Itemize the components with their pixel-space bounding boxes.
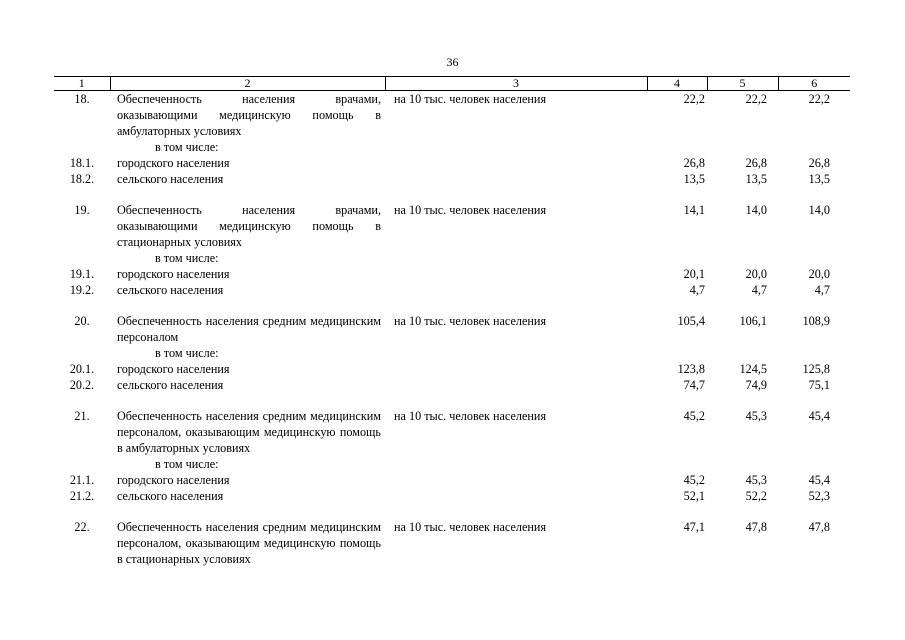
value-col-4: 123,8 — [677, 362, 705, 376]
table-body — [54, 91, 850, 568]
value-col-6: 13,5 — [808, 172, 830, 186]
unit-of-measure — [385, 456, 647, 472]
indicator-description: Обеспеченность населения средним медицинским персоналом — [117, 314, 381, 344]
unit-of-measure — [385, 345, 647, 361]
value-col-5: 45,3 — [745, 409, 767, 423]
value-col-4: 105,4 — [677, 314, 705, 328]
indicator-description: сельского населения — [117, 489, 224, 503]
unit-of-measure — [385, 250, 647, 266]
subheading-row — [54, 456, 850, 472]
row-number: 19. — [74, 203, 90, 217]
subheading-label: в том числе: — [155, 140, 219, 154]
spacer-cell — [54, 393, 850, 408]
unit-of-measure: на 10 тыс. человек населения — [394, 409, 547, 423]
value-col-5: 45,3 — [745, 473, 767, 487]
unit-of-measure — [385, 155, 647, 171]
table-row — [54, 282, 850, 298]
value-col-6: 125,8 — [802, 362, 830, 376]
indicator-description — [110, 250, 385, 266]
value-col-4: 20,1 — [683, 267, 705, 281]
value-col-4: 52,1 — [683, 489, 705, 503]
indicator-description: сельского населения — [117, 172, 224, 186]
row-number: 20.1. — [69, 362, 95, 376]
row-number — [54, 456, 110, 472]
spacer-row — [54, 187, 850, 202]
indicator-description: городского населения — [117, 267, 230, 281]
indicator-description: Обеспеченность населения средним медицинским персоналом, оказывающим медицинскую помощь в стационарных условиях — [117, 520, 381, 566]
value-col-5: 106,1 — [739, 314, 767, 328]
spacer-cell — [54, 298, 850, 313]
unit-of-measure: на 10 тыс. человек населения — [394, 92, 547, 106]
spacer-row — [54, 504, 850, 519]
row-number — [54, 345, 110, 361]
unit-of-measure — [385, 488, 647, 504]
header-col-3: 3 — [385, 77, 647, 91]
value-col-4: 45,2 — [683, 409, 705, 423]
subheading-row — [54, 250, 850, 266]
value-col-4 — [647, 345, 707, 361]
indicator-description: Обеспеченность населения врачами, оказывающими медицинскую помощь в амбулаторных условиях — [117, 92, 381, 138]
row-number: 20. — [74, 314, 90, 328]
value-col-5 — [707, 456, 778, 472]
unit-of-measure — [385, 139, 647, 155]
subheading-label: в том числе: — [155, 346, 219, 360]
subheading-row — [54, 345, 850, 361]
value-col-6: 45,4 — [808, 473, 830, 487]
value-col-5 — [707, 139, 778, 155]
value-col-4 — [647, 139, 707, 155]
value-col-5: 4,7 — [751, 283, 767, 297]
table-row — [54, 313, 850, 345]
value-col-6: 52,3 — [808, 489, 830, 503]
indicator-description: сельского населения — [117, 283, 224, 297]
value-col-5: 74,9 — [745, 378, 767, 392]
value-col-5: 52,2 — [745, 489, 767, 503]
unit-of-measure: на 10 тыс. человек населения — [394, 520, 547, 534]
value-col-5 — [707, 345, 778, 361]
value-col-6: 4,7 — [814, 283, 830, 297]
table-row — [54, 91, 850, 140]
unit-of-measure — [385, 282, 647, 298]
table-row — [54, 155, 850, 171]
row-number: 21.1. — [69, 473, 95, 487]
row-number: 19.2. — [69, 283, 95, 297]
indicator-description: Обеспеченность населения врачами, оказывающими медицинскую помощь в стационарных условиях — [117, 203, 381, 249]
indicator-description — [110, 456, 385, 472]
value-col-4: 74,7 — [683, 378, 705, 392]
header-col-6: 6 — [778, 77, 850, 91]
subheading-label: в том числе: — [155, 457, 219, 471]
value-col-6 — [778, 139, 850, 155]
value-col-6: 47,8 — [808, 520, 830, 534]
header-col-1: 1 — [54, 77, 110, 91]
value-col-6 — [778, 250, 850, 266]
indicator-description — [110, 345, 385, 361]
indicator-description: городского населения — [117, 473, 230, 487]
value-col-4: 22,2 — [683, 92, 705, 106]
indicator-description: городского населения — [117, 362, 230, 376]
row-number — [54, 139, 110, 155]
table-header-row — [54, 77, 850, 91]
value-col-4: 4,7 — [689, 283, 705, 297]
table-row — [54, 171, 850, 187]
indicator-description: Обеспеченность населения средним медицинским персоналом, оказывающим медицинскую помощь в амбулаторных условиях — [117, 409, 381, 455]
value-col-4 — [647, 250, 707, 266]
value-col-6: 108,9 — [802, 314, 830, 328]
value-col-4: 26,8 — [683, 156, 705, 170]
row-number: 19.1. — [69, 267, 95, 281]
row-number: 22. — [74, 520, 90, 534]
table-row — [54, 202, 850, 250]
header-col-2: 2 — [110, 77, 385, 91]
value-col-4: 45,2 — [683, 473, 705, 487]
table-row — [54, 519, 850, 567]
value-col-4: 14,1 — [683, 203, 705, 217]
unit-of-measure: на 10 тыс. человек населения — [394, 203, 547, 217]
unit-of-measure: на 10 тыс. человек населения — [394, 314, 547, 328]
indicator-description: сельского населения — [117, 378, 224, 392]
unit-of-measure — [385, 472, 647, 488]
value-col-6: 26,8 — [808, 156, 830, 170]
table-row — [54, 408, 850, 456]
value-col-4: 47,1 — [683, 520, 705, 534]
value-col-5: 47,8 — [745, 520, 767, 534]
row-number — [54, 250, 110, 266]
unit-of-measure — [385, 171, 647, 187]
value-col-6: 20,0 — [808, 267, 830, 281]
table-row — [54, 488, 850, 504]
indicator-description: городского населения — [117, 156, 230, 170]
unit-of-measure — [385, 377, 647, 393]
header-col-5: 5 — [707, 77, 778, 91]
indicator-description — [110, 139, 385, 155]
subheading-row — [54, 139, 850, 155]
unit-of-measure — [385, 361, 647, 377]
row-number: 18.1. — [69, 156, 95, 170]
value-col-5: 14,0 — [745, 203, 767, 217]
value-col-5: 13,5 — [745, 172, 767, 186]
row-number: 21.2. — [69, 489, 95, 503]
value-col-5 — [707, 250, 778, 266]
value-col-5: 124,5 — [739, 362, 767, 376]
row-number: 20.2. — [69, 378, 95, 392]
spacer-cell — [54, 504, 850, 519]
spacer-row — [54, 298, 850, 313]
value-col-5: 20,0 — [745, 267, 767, 281]
page-number: 36 — [446, 55, 459, 69]
value-col-6: 14,0 — [808, 203, 830, 217]
unit-of-measure — [385, 266, 647, 282]
row-number: 21. — [74, 409, 90, 423]
value-col-5: 22,2 — [745, 92, 767, 106]
row-number: 18.2. — [69, 172, 95, 186]
table-row — [54, 361, 850, 377]
table-row — [54, 266, 850, 282]
value-col-6 — [778, 345, 850, 361]
value-col-6: 22,2 — [808, 92, 830, 106]
header-col-4: 4 — [647, 77, 707, 91]
value-col-4: 13,5 — [683, 172, 705, 186]
spacer-row — [54, 393, 850, 408]
spacer-cell — [54, 187, 850, 202]
value-col-6: 45,4 — [808, 409, 830, 423]
value-col-6: 75,1 — [808, 378, 830, 392]
table-row — [54, 377, 850, 393]
indicator-table — [54, 76, 850, 567]
subheading-label: в том числе: — [155, 251, 219, 265]
value-col-5: 26,8 — [745, 156, 767, 170]
value-col-4 — [647, 456, 707, 472]
row-number: 18. — [74, 92, 90, 106]
value-col-6 — [778, 456, 850, 472]
table-row — [54, 472, 850, 488]
